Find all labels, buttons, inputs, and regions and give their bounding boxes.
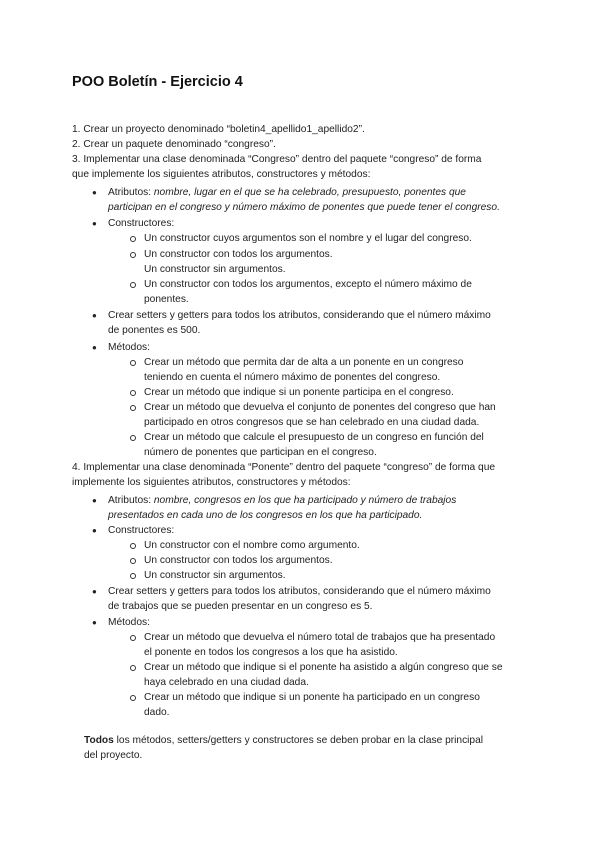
bullet-icon: ● — [92, 587, 97, 596]
congreso-setters-line-1: Crear setters y getters para todos los atributos, considerando que el número máximo — [108, 310, 491, 321]
circle-bullet-icon — [130, 236, 136, 242]
note-line-2: del proyecto. — [84, 750, 143, 761]
congreso-ctor-1: Un constructor cuyos argumentos son el nombre y el lugar del congreso. — [144, 233, 472, 244]
bullet-icon: ● — [92, 311, 97, 320]
ponente-metodo-1-line-1: Crear un método que devuelva el número total de trabajos que ha presentado — [144, 632, 496, 643]
ponente-ctor-2: Un constructor con todos los argumentos. — [144, 555, 333, 566]
page-title: POO Boletín - Ejercicio 4 — [72, 74, 243, 90]
circle-bullet-icon — [130, 390, 136, 396]
bullet-icon: ● — [92, 343, 97, 352]
ponente-setters-line-2: de trabajos que se pueden presentar en un congreso es 5. — [108, 601, 373, 612]
note-text: los métodos, setters/getters y constructores se deben probar en la clase principal — [113, 735, 484, 746]
bullet-icon: ● — [92, 188, 97, 197]
congreso-ctor-2: Un constructor con todos los argumentos. — [144, 249, 333, 260]
ponente-atributos — [108, 493, 456, 508]
ponente-atributos-text: nombre, congresos en los que ha participado y número de trabajos — [153, 495, 457, 506]
item-4-line-2: implemente los siguientes atributos, constructores y métodos: — [72, 477, 351, 488]
congreso-metodos-label: Métodos: — [108, 342, 150, 353]
bullet-icon: ● — [92, 219, 97, 228]
bullet-icon: ● — [92, 618, 97, 627]
congreso-atributos — [108, 185, 466, 200]
congreso-setters-line-2: de ponentes es 500. — [108, 325, 201, 336]
ponente-atributos-label: Atributos: — [108, 495, 152, 506]
note-bold: Todos — [84, 735, 114, 746]
congreso-ctor-2b: Un constructor sin argumentos. — [144, 264, 286, 275]
ponente-constructores-label: Constructores: — [108, 525, 175, 536]
congreso-ctor-3-line-1: Un constructor con todos los argumentos, excepto el número máximo de — [144, 279, 472, 290]
ponente-metodo-2-line-2: haya celebrado en una ciudad dada. — [144, 677, 309, 688]
circle-bullet-icon — [130, 252, 136, 258]
ponente-metodo-3-line-1: Crear un método que indique si un ponente ha participado en un congreso — [144, 692, 480, 703]
note-line-1 — [84, 733, 483, 748]
congreso-atributos-label: Atributos: — [108, 187, 152, 198]
congreso-constructores-label: Constructores: — [108, 218, 175, 229]
congreso-metodo-3-line-1: Crear un método que devuelva el conjunto de ponentes del congreso que han — [144, 402, 496, 413]
congreso-ctor-3-line-2: ponentes. — [144, 294, 189, 305]
ponente-metodo-2-line-1: Crear un método que indique si el ponente ha asistido a algún congreso que se — [144, 662, 503, 673]
circle-bullet-icon — [130, 558, 136, 564]
circle-bullet-icon — [130, 665, 136, 671]
congreso-metodo-4-line-2: número de ponentes que participan en el congreso. — [144, 447, 377, 458]
bullet-icon: ● — [92, 526, 97, 535]
bullet-icon: ● — [92, 496, 97, 505]
congreso-metodo-1-line-2: teniendo en cuenta el número máximo de ponentes del congreso. — [144, 372, 441, 383]
circle-bullet-icon — [130, 405, 136, 411]
congreso-atributos-cont: participan en el congreso y número máximo de ponentes que puede tener el congreso. — [108, 202, 500, 213]
item-2: 2. Crear un paquete denominado “congreso”. — [72, 139, 276, 150]
congreso-metodo-4-line-1: Crear un método que calcule el presupuesto de un congreso en función del — [144, 432, 484, 443]
circle-bullet-icon — [130, 543, 136, 549]
ponente-atributos-cont: presentados en cada uno de los congresos en los que ha participado. — [108, 510, 423, 521]
congreso-metodo-1-line-1: Crear un método que permita dar de alta a un ponente en un congreso — [144, 357, 464, 368]
ponente-ctor-1: Un constructor con el nombre como argumento. — [144, 540, 360, 551]
ponente-metodo-3-line-2: dado. — [144, 707, 170, 718]
ponente-ctor-3: Un constructor sin argumentos. — [144, 570, 286, 581]
item-3-line-1: 3. Implementar una clase denominada “Congreso” dentro del paquete “congreso” de forma — [72, 154, 482, 165]
circle-bullet-icon — [130, 635, 136, 641]
congreso-metodo-2: Crear un método que indique si un ponente participa en el congreso. — [144, 387, 454, 398]
circle-bullet-icon — [130, 695, 136, 701]
item-3-line-2: que implemente los siguientes atributos, constructores y métodos: — [72, 169, 371, 180]
ponente-metodo-1-line-2: el ponente en todos los congresos a los que ha asistido. — [144, 647, 398, 658]
item-1: 1. Crear un proyecto denominado “boletin4_apellido1_apellido2”. — [72, 124, 365, 135]
ponente-setters-line-1: Crear setters y getters para todos los atributos, considerando que el número máximo — [108, 586, 491, 597]
congreso-atributos-text: nombre, lugar en el que se ha celebrado, presupuesto, ponentes que — [153, 187, 466, 198]
circle-bullet-icon — [130, 573, 136, 579]
circle-bullet-icon — [130, 360, 136, 366]
circle-bullet-icon — [130, 282, 136, 288]
item-4-line-1: 4. Implementar una clase denominada “Ponente” dentro del paquete “congreso” de forma que — [72, 462, 496, 473]
ponente-metodos-label: Métodos: — [108, 617, 150, 628]
circle-bullet-icon — [130, 435, 136, 441]
congreso-metodo-3-line-2: participado en otros congresos que se han celebrado en una ciudad dada. — [144, 417, 480, 428]
